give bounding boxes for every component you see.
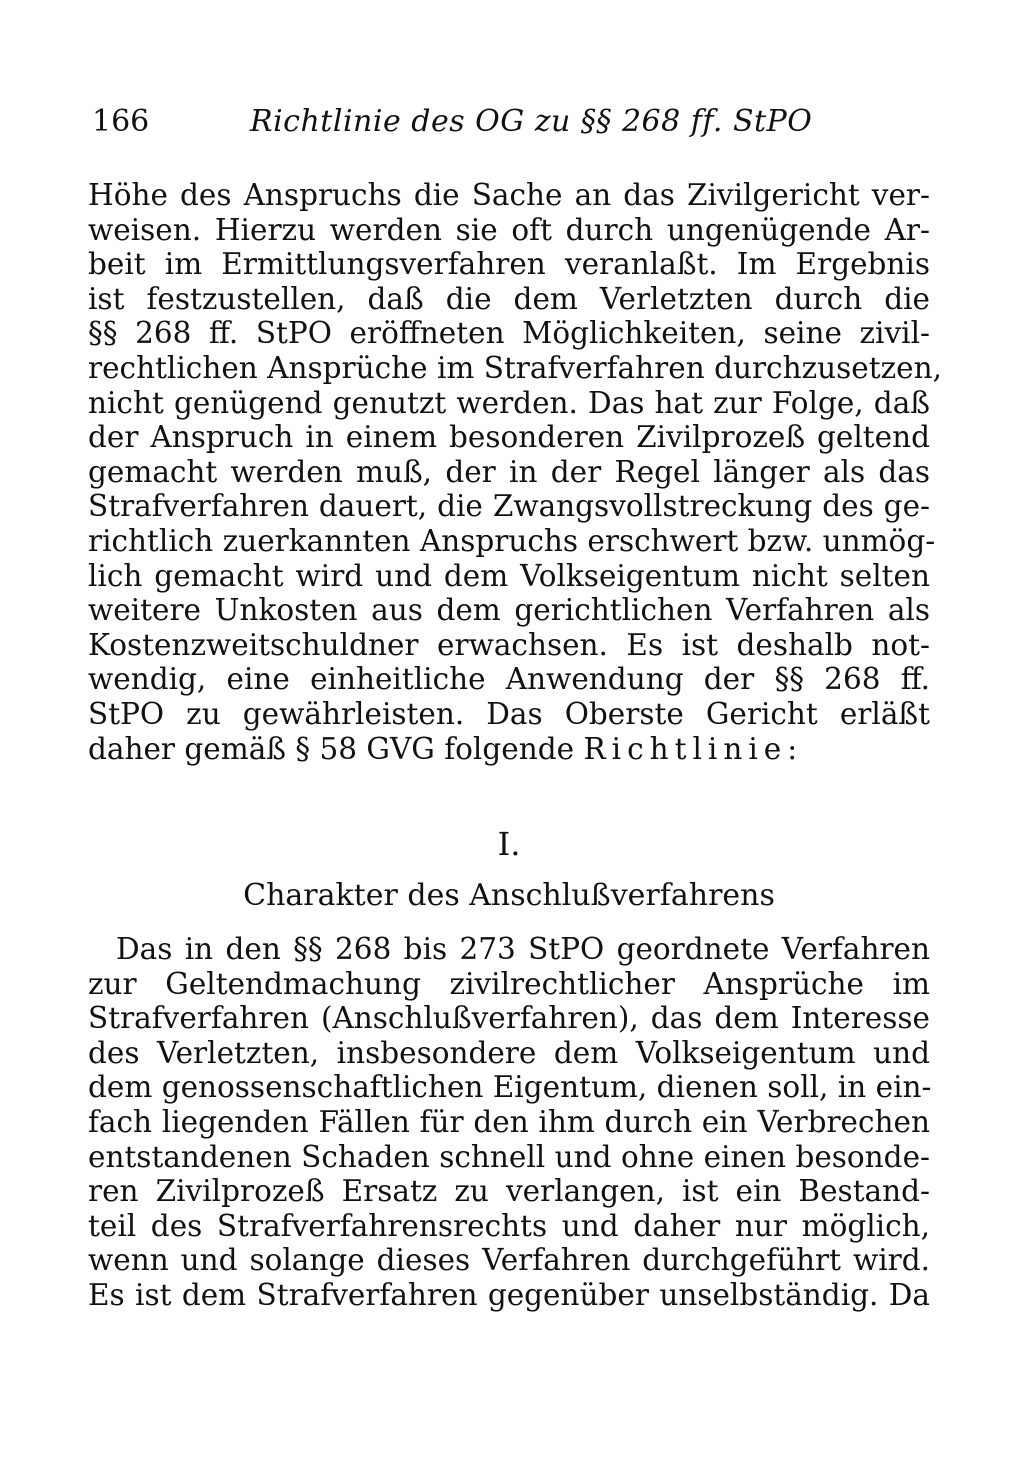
text-line: wendig, eine einheitliche Anwendung der §§ 268 ff.	[88, 662, 930, 697]
text-line: wenn und solange dieses Verfahren durchgeführt wird.	[88, 1243, 930, 1278]
document-page	[88, 100, 942, 1313]
text-line: des Verletzten, insbesondere dem Volkseigentum und	[88, 1035, 930, 1070]
final-line-text: daher gemäß § 58 GVG folgende	[88, 731, 575, 766]
page-number: 166	[92, 104, 150, 139]
paragraph-section-one	[88, 932, 930, 1313]
text-line: der Anspruch in einem besonderen Zivilprozeß geltend	[88, 420, 930, 455]
section-title: Charakter des Anschlußverfahrens	[243, 878, 775, 914]
text-line: teil des Strafverfahrensrechts und daher nur möglich,	[88, 1208, 930, 1243]
text-line: §§ 268 ff. StPO eröffneten Möglichkeiten, seine zivil-	[88, 316, 930, 351]
section-number: I.	[497, 825, 521, 864]
text-line: weitere Unkosten aus dem gerichtlichen Verfahren als	[88, 593, 930, 628]
running-header	[88, 100, 930, 150]
text-line: Es ist dem Strafverfahren gegenüber unselbständig. Da	[88, 1278, 930, 1313]
text-line: lich gemacht wird und dem Volkseigentum nicht selten	[88, 558, 930, 593]
text-line: Das in den §§ 268 bis 273 StPO geordnete Verfahren	[116, 932, 930, 967]
text-line: ren Zivilprozeß Ersatz zu verlangen, ist ein Bestand-	[88, 1174, 930, 1209]
text-line: Strafverfahren (Anschlußverfahren), das dem Interesse	[88, 1001, 930, 1036]
text-line: rechtlichen Ansprüche im Strafverfahren durchzusetzen,	[88, 350, 942, 385]
text-line: StPO zu gewährleisten. Das Oberste Gericht erläßt	[88, 696, 930, 731]
running-title: Richtlinie des OG zu §§ 268 ff. StPO	[250, 104, 813, 139]
text-line: Strafverfahren dauert, die Zwangsvollstreckung des ge-	[88, 489, 930, 524]
text-line: beit im Ermittlungsverfahren veranlaßt. Im Ergebnis	[88, 247, 930, 282]
text-line: gemacht werden muß, der in der Regel länger als das	[88, 454, 930, 489]
text-line: nicht genügend genutzt werden. Das hat zur Folge, daß	[88, 385, 930, 420]
spaced-emphasis: Richtlinie:	[583, 731, 804, 766]
text-line: weisen. Hierzu werden sie oft durch ungenügende Ar-	[88, 212, 930, 247]
text-line: entstandenen Schaden schnell und ohne einen besonde-	[88, 1139, 930, 1174]
text-line: ist festzustellen, daß die dem Verletzten durch die	[88, 281, 930, 316]
text-line: Kostenzweitschuldner erwachsen. Es ist deshalb not-	[88, 627, 930, 662]
text-line: dem genossenschaftlichen Eigentum, dienen soll, in ein-	[88, 1070, 932, 1105]
text-line: zur Geltendmachung zivilrechtlicher Ansprüche im	[88, 966, 930, 1001]
paragraph-intro	[88, 178, 942, 766]
text-line: richtlich zuerkannten Anspruchs erschwert bzw. unmög-	[88, 523, 936, 558]
text-line-final	[88, 732, 930, 767]
text-line: Höhe des Anspruchs die Sache an das Zivilgericht ver-	[88, 178, 930, 212]
text-line: fach liegenden Fällen für den ihm durch ein Verbrechen	[88, 1105, 930, 1140]
